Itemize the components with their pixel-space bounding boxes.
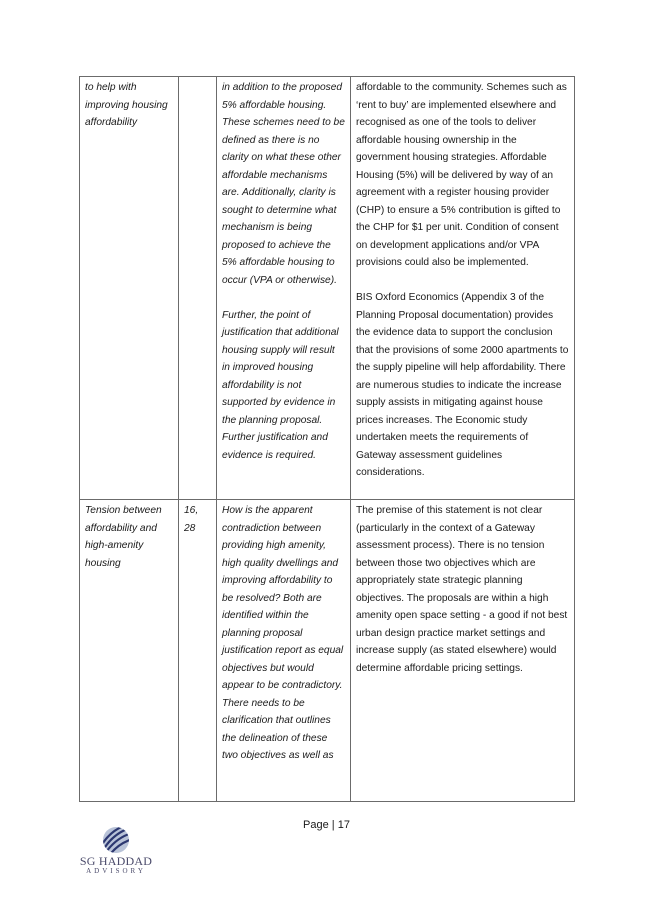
response-paragraph: BIS Oxford Economics (Appendix 3 of the Planning Proposal documentation) provides the evidence data to support the conclusion that the provisions of some 2000 apartments to the supply pipeline will help affordability. There are numerous studies to indicate the increase supply assists in mitigating against house prices increases. The Economic study undertaken meets the requirements of Gateway assessment guidelines considerations. (356, 292, 569, 478)
response-table (79, 76, 575, 802)
response-paragraph: The premise of this statement is not clear (particularly in the context of a Gateway assessment process). There is no tension between those two objectives which are appropriately state strategic planning objectives. The proposals are within a high amenity open space setting - a good if not best urban design practice market settings and increase supply (as stated elsewhere) would determine affordable pricing settings. (356, 505, 568, 674)
issue-cell: to help with improving housing affordability (80, 77, 179, 500)
comment-paragraph: How is the apparent contradiction between providing high amenity, high quality dwellings and improving affordability to be resolved? Both are identified within the planning proposal justification report as equal objectives but would appear to be contradictory. There needs to be clarification that outlines the delineation of these two objectives as well as (222, 505, 344, 761)
issue-cell: Tension between affordability and high-amenity housing (80, 500, 179, 802)
logo-wordmark: SG HADDAD (79, 854, 153, 868)
comment-cell (217, 77, 351, 500)
response-cell (351, 500, 575, 802)
reference-cell (179, 77, 217, 500)
reference-cell: 16, 28 (179, 500, 217, 802)
response-paragraph: affordable to the community. Schemes such as ‘rent to buy’ are implemented elsewhere and recognised as one of the tools to deliver affordable housing ownership in the government housing strategies. Affordable Housing (5%) will be delivered by way of an agreement with a register housing provider (CHP) to ensure a 5% contribution is gifted to the CHP for $1 per unit. Condition of consent on development applications and/or VPA provisions could also be implemented. (356, 82, 567, 268)
comment-paragraph: Further, the point of justification that additional housing supply will result in improved housing affordability is not supported by evidence in the planning proposal. Further justification and evidence is required. (222, 309, 339, 461)
comment-cell (217, 500, 351, 802)
page-number: Page | 17 (303, 819, 350, 831)
table-row (80, 500, 575, 802)
response-cell (351, 77, 575, 500)
logo-tagline: ADVISORY (86, 867, 146, 875)
logo-mark-icon (100, 824, 132, 854)
comment-paragraph: in addition to the proposed 5% affordable housing. These schemes need to be defined as there is no clarity on what these other affordable mechanisms are. Additionally, clarity is sought to determine what mechanism is being proposed to achieve the 5% affordable housing to occur (VPA or otherwise). (222, 82, 345, 286)
table-row (80, 77, 575, 500)
company-logo (76, 824, 156, 876)
